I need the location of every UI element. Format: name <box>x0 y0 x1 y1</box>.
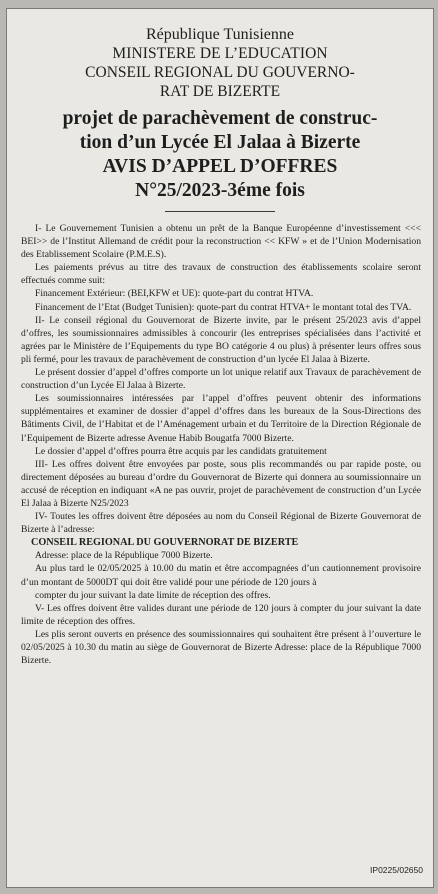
title-avis: AVIS D’APPEL D’OFFRES <box>102 156 338 177</box>
newspaper-notice <box>6 8 434 888</box>
paragraph-5: II- Le conseil régional du Gouvernorat de Bizerte invite, par le présent 25/2023 avis d’appel d’offres, les soumissionnaires admissibles à concourir (les entreprises spécialisées dans l’activité et agrées par le Ministère de l’Equipements du type BO catégorie 4 ou plus) à présenter leurs offres sous pli fermé, pour les travaux de parachèvement de construction d’un lycée El Jalaa à Bizerte. <box>21 314 421 365</box>
paragraph-6: Le présent dossier d’appel d’offres comporte un lot unique relatif aux Travaux de parachèvement de construction d’un Lycée El Jalaa à Bizerte. <box>21 367 421 392</box>
paragraph-1: I- Le Gouvernement Tunisien a obtenu un prêt de la Banque Européenne d’investissement <<< BEI>> de l’Institut Allemand de crédit pour la reconstruction << KFW » et de l’Union Modernisation des Etablissement Scolaire (P.M.E.S). <box>21 223 421 261</box>
address-title: CONSEIL REGIONAL DU GOUVERNORAT DE BIZERTE <box>31 537 299 549</box>
notice-header <box>7 9 433 203</box>
paragraph-2: Les paiements prévus au titre des travaux de construction des établissements scolaire seront effectués comme suit: <box>21 262 421 287</box>
paragraph-11: Adresse: place de la République 7000 Bizerte. <box>35 550 213 562</box>
notice-body <box>7 222 433 667</box>
paragraph-10: IV- Toutes les offres doivent être déposées au nom du Conseil Régional de Bizerte Gouvernorat de Bizerte à l’adresse: <box>21 511 421 536</box>
paragraph-15: Les plis seront ouverts en présence des soumissionnaires qui souhaitent être présent à l’ouverture le 02/05/2025 à 10.30 du matin au siège de Gouvernorat de Bizerte Adresse: place de la République 7000 Bizerte. <box>21 628 421 667</box>
header-country: République Tunisienne <box>145 26 294 43</box>
paragraph-12: Au plus tard le 02/05/2025 à 10.00 du matin et être accompagnées d’un cautionnement provisoire d’un montant de 5000DT qui doit être validé pour une période de 120 jours à <box>21 563 421 588</box>
title-divider <box>165 211 275 212</box>
header-ministry: MINISTERE DE L’EDUCATION <box>112 45 328 62</box>
paragraph-7: Les soumissionnaires intéressées par l’appel d’offres peuvent obtenir des informations supplémentaires et examiner de dossier d’appel d’offres dans les bureaux de la Sous-Directions des Bâtiments Civil, de l’Habitat et de l’Aménagement urbain et du Territoire de la Direction Régionale de l’Equipement de Bizerte adresse Avenue Habib Bougatfa 7000 Bizerte. <box>21 393 421 444</box>
header-council-line1: CONSEIL REGIONAL DU GOUVERNO- <box>85 64 355 81</box>
paragraph-3: Financement Extérieur: (BEI,KFW et UE): quote-part du contrat HTVA. <box>35 288 314 300</box>
title-number: N°25/2023-3éme fois <box>135 180 305 201</box>
title-project-line2: tion d’un Lycée El Jalaa à Bizerte <box>79 132 361 153</box>
paragraph-14: V- Les offres doivent être valides durant une période de 120 jours à compter du jour suivant la date limite de réception des offres. <box>21 602 421 627</box>
paragraph-9: III- Les offres doivent être envoyées par poste, sous plis recommandés ou par rapide poste, ou directement déposées au bureau d’ordre du Gouvernorat de Bizerte qui donnera au soumissionnaire un accusé de réception en indiquant «A ne pas ouvrir, projet de parachèvement de construction d’un Lycée El Jalaa à Bizerte N25/2023 <box>21 458 421 509</box>
paragraph-13: compter du jour suivant la date limite de réception des offres. <box>35 589 271 601</box>
title-project-line1: projet de parachèvement de construc- <box>62 108 378 129</box>
header-council-line2: RAT DE BIZERTE <box>159 83 281 100</box>
paragraph-8: Le dossier d’appel d’offres pourra être acquis par les candidats gratuitement <box>35 445 327 457</box>
notice-reference: IP0225/02650 <box>370 865 423 875</box>
paragraph-4: Financement de l’Etat (Budget Tunisien): quote-part du contrat HTVA+ le montant total des TVA. <box>35 301 412 313</box>
